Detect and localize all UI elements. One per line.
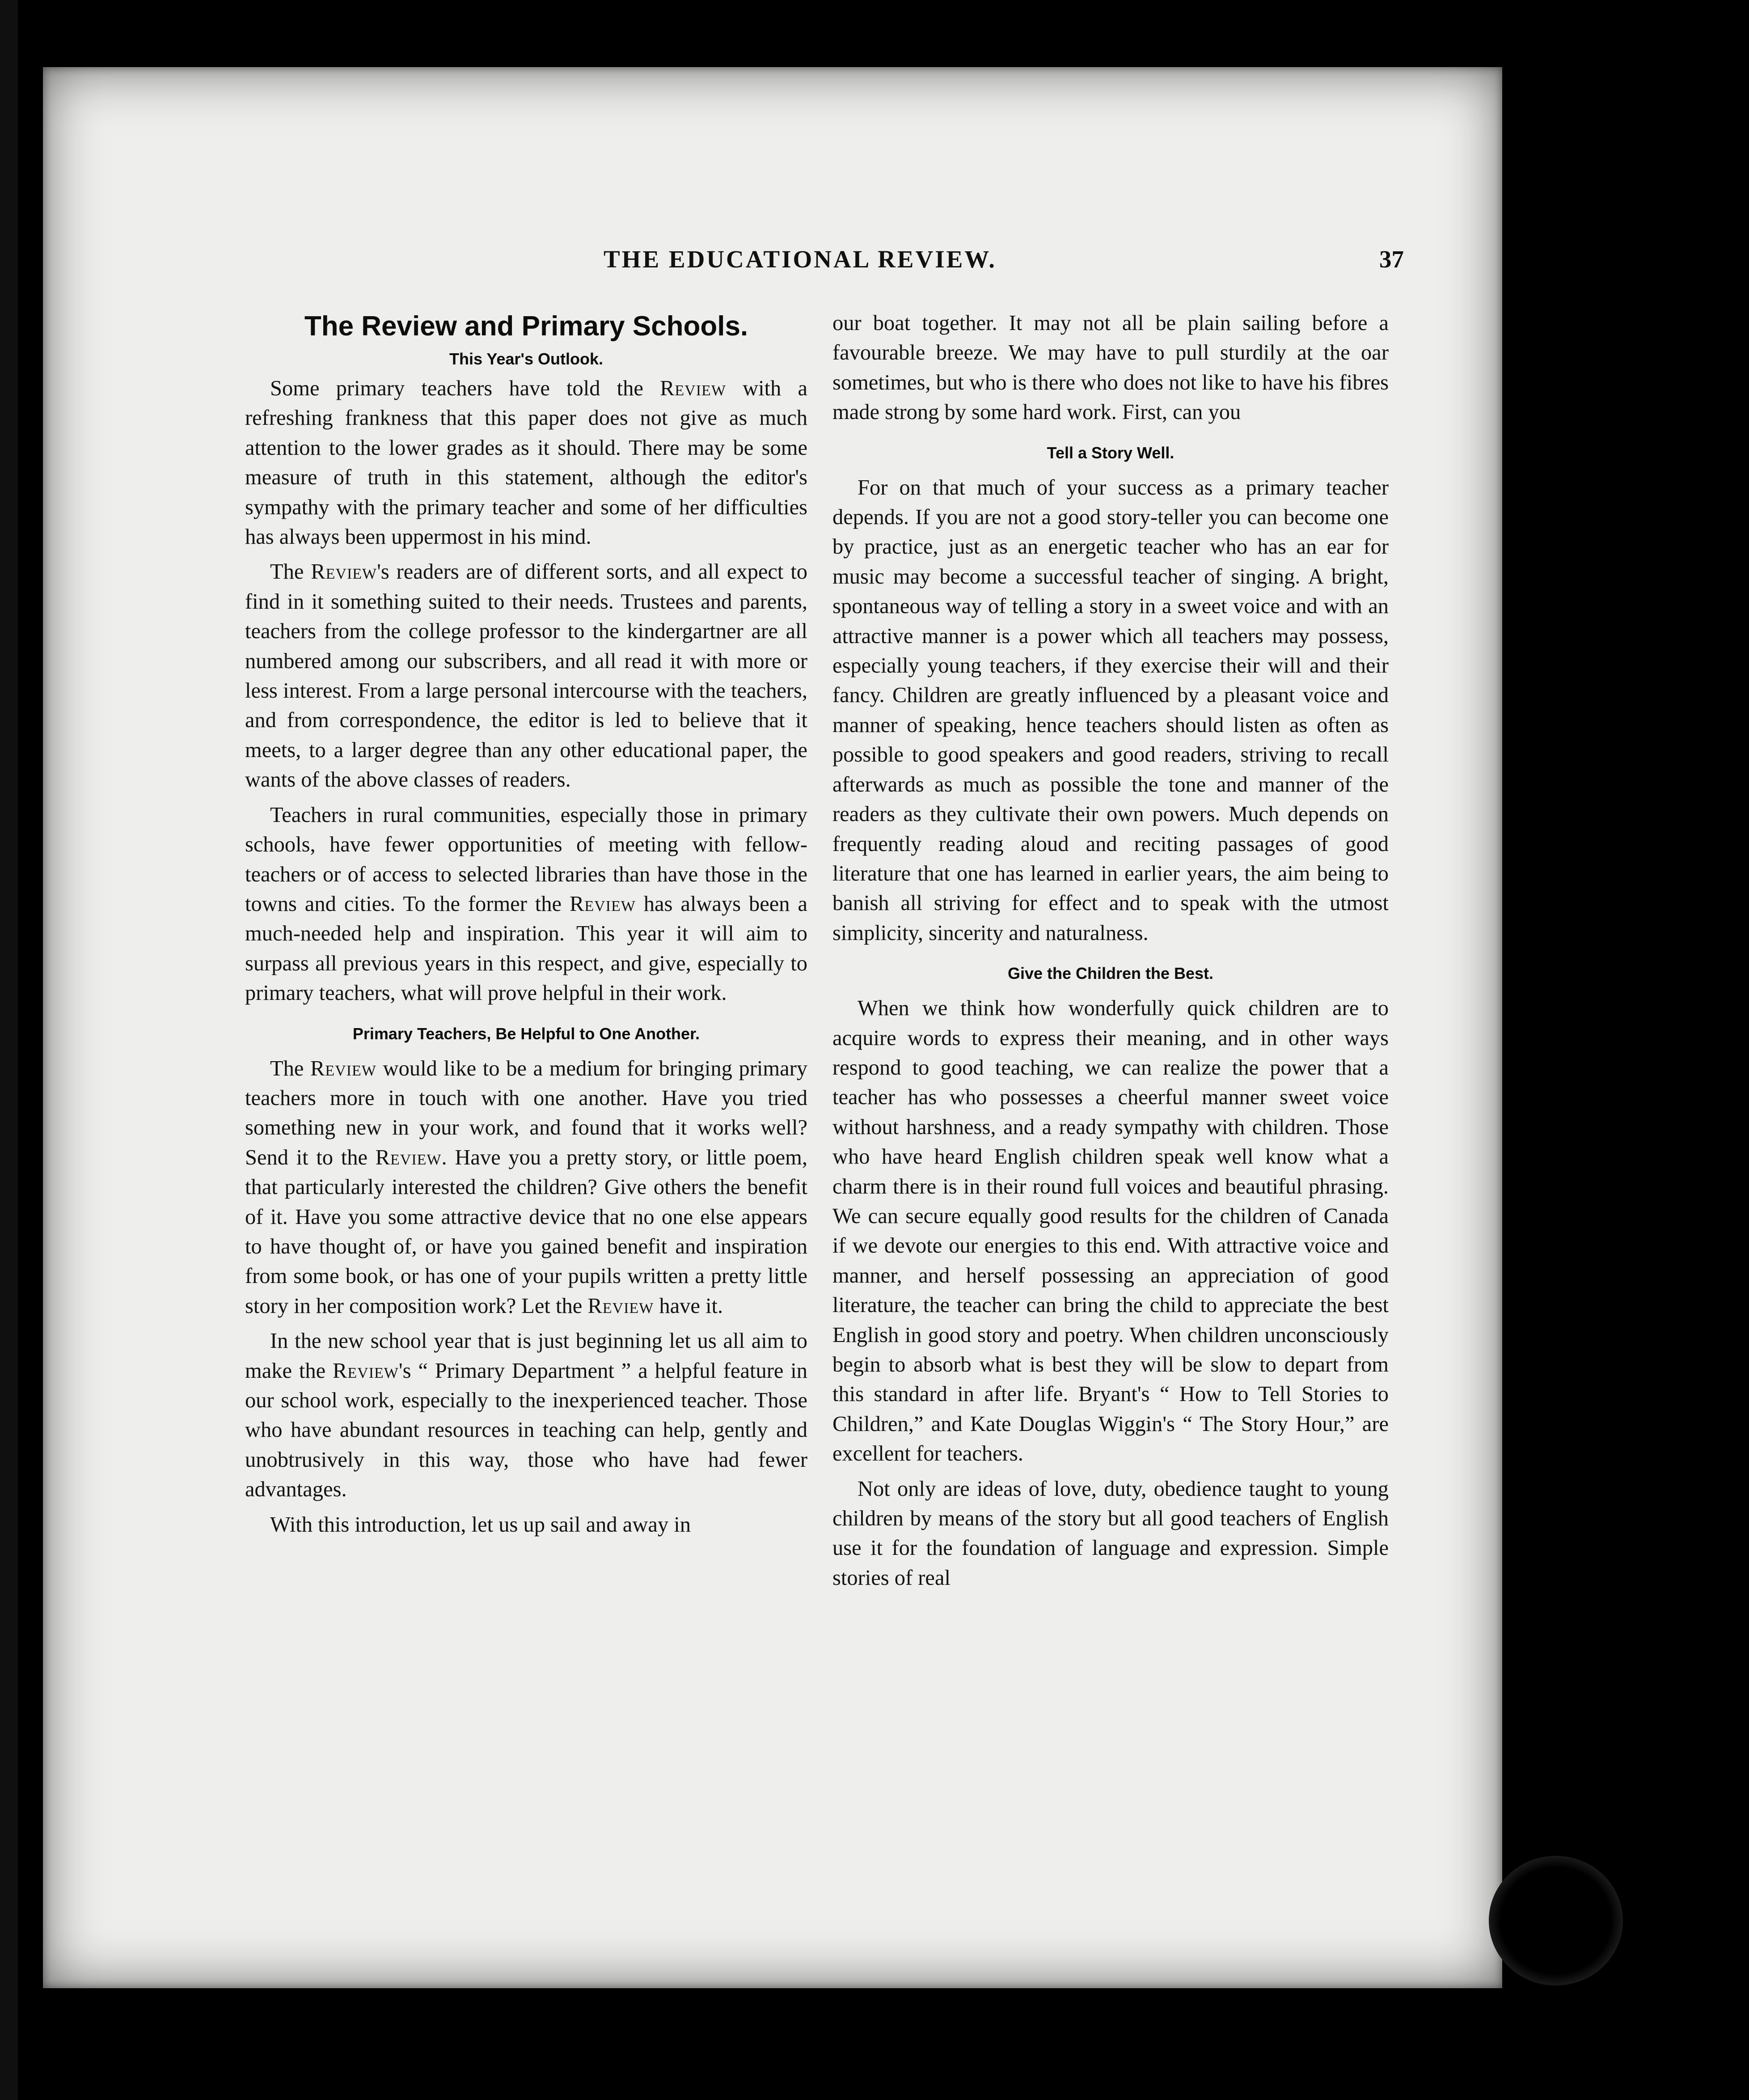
paragraph: With this introduction, let us up sail and away in: [270, 1512, 691, 1537]
section-heading-best: Give the Children the Best.: [1007, 964, 1214, 983]
film-blot: [1489, 1856, 1623, 1986]
paragraph: For on that much of your success as a primary teacher depends. If you are not a good story-teller you can become one by practice, just as an energetic teacher who has an ear for music may become a successful teacher of singing. A bright, spontaneous way of telling a story in a sweet voice and with an attractive manner is a power which all teachers may possess, especially young teachers, if they exercise their will and their fancy. Children are greatly influenced by a pleasant voice and manner of speaking, hence teachers should listen as often as possible to good speakers and good readers, striving to recall afterwards as much as possible the tone and manner of the readers as they cultivate their own powers. Much depends on frequently reading aloud and reciting passages of good literature that one has learned in earlier years, the aim being to banish all striving for effect and to speak with the utmost simplicity, sincerity and naturalness.: [832, 475, 1389, 945]
paragraph: The Review would like to be a medium for bringing primary teachers more in touch with one another. Have you tried something new in your work, and found that it works well? Send it to the Review. Have you a pretty story, or little poem, that particularly interested the children? Give others the benefit of it. Have you some attractive device that no one else appears to have thought of, or have you gained benefit and inspiration from some book, or has one of your pupils written a pretty little story in her composition work? Let the Review have it.: [245, 1056, 808, 1318]
paragraph: When we think how wonderfully quick children are to acquire words to express their meaning, and in other ways respond to good teaching, we can realize the power that a teacher has who possesses a cheerful manner sweet voice without harshness, and a ready sympathy with children. Those who have heard English children speak well know what a charm there is in their round full voices and beautiful phrasing. We can secure equally good results for the children of Canada if we devote our energies to this end. With attractive voice and manner, and herself possessing an appreciation of good literature, the teacher can bring the child to appreciate the best English in good story and poetry. When children unconsciously begin to absorb what is best they will be slow to depart from this standard in after life. Bryant's “ How to Tell Stories to Children,” and Kate Douglas Wiggin's “ The Story Hour,” are excellent for teachers.: [832, 996, 1389, 1466]
article-title: The Review and Primary Schools.: [304, 311, 748, 342]
running-header: [456, 245, 1404, 285]
book-spine-shadow: [0, 0, 18, 2100]
section-heading-story: Tell a Story Well.: [1047, 443, 1174, 462]
paragraph-continuation: our boat together. It may not all be plain sailing before a favourable breeze. We may have to pull sturdily at the oar sometimes, but who is there who does not like to have his fibres made strong by some hard work. First, can you: [832, 311, 1389, 424]
paragraph: Not only are ideas of love, duty, obedience taught to young children by means of the story but all good teachers of English use it for the foundation of language and expression. Simple stories of real: [832, 1477, 1389, 1590]
section-heading-helpful: Primary Teachers, Be Helpful to One Another.: [352, 1024, 700, 1043]
running-title: THE EDUCATIONAL REVIEW.: [604, 246, 997, 273]
right-column: [832, 309, 1389, 1593]
paragraph: Teachers in rural communities, especially those in primary schools, have fewer opportunities of meeting with fellow-teachers or of access to selected libraries than have those in the towns and cities. To the former the Review has always been a much-needed help and inspiration. This year it will aim to surpass all previous years in this respect, and give, especially to primary teachers, what will prove helpful in their work.: [245, 803, 807, 1005]
page-number: 37: [1379, 246, 1404, 273]
left-column: [245, 309, 807, 1540]
paragraph: In the new school year that is just beginning let us all aim to make the Review's “ Primary Department ” a helpful feature in our school work, especially to the inexperienced teacher. Those who have abundant resources in teaching can help, gently and unobtrusively in this way, those who have had fewer advantages.: [245, 1329, 808, 1502]
paragraph: Some primary teachers have told the Review with a refreshing frankness that this paper does not give as much attention to the lower grades as it should. There may be some measure of truth in this statement, although the editor's sympathy with the primary teacher and some of her difficulties has always been uppermost in his mind.: [245, 377, 807, 549]
section-heading-outlook: This Year's Outlook.: [449, 350, 603, 368]
paragraph: The Review's readers are of different sorts, and all expect to find in it something suited to their needs. Trustees and parents, teachers from the college professor to the kindergartner are all numbered among our subscribers, and all read it with more or less interest. From a large personal intercourse with the teachers, and from correspondence, the editor is led to believe that it meets, to a larger degree than any other educational paper, the wants of the above classes of readers.: [245, 560, 807, 792]
